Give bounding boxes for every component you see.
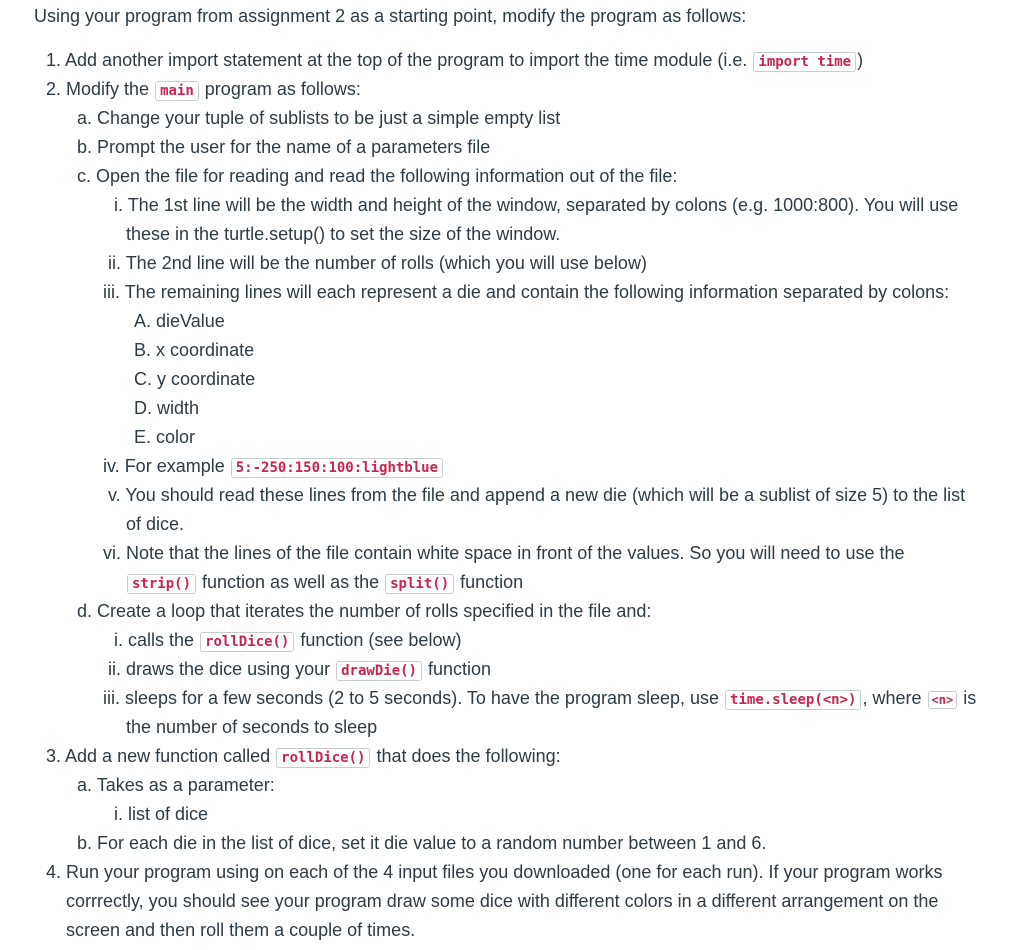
step-2d-ii: ii. draws the dice using your drawDie() function — [108, 659, 492, 679]
field-item: D. width — [134, 398, 200, 418]
step-2d-i: i. calls the rollDice() function (see below) — [114, 630, 462, 650]
step-2d: d. Create a loop that iterates the number of rolls specified in the file and: — [77, 601, 652, 621]
inline-code: drawDie() — [336, 661, 422, 681]
step-marker: 2. — [46, 79, 62, 99]
field-item: C. y coordinate — [134, 369, 256, 389]
step-2c-ii: ii. The 2nd line will be the number of rolls (which you will use below) — [108, 253, 647, 273]
inline-code: time.sleep(<n>) — [725, 690, 861, 710]
inline-code: import time — [753, 52, 856, 72]
step-4-cont: corrrectly, you should see your program draw some dice with different colors in a different arrangement on the — [66, 891, 939, 911]
step-2c-v-cont: of dice. — [126, 514, 185, 534]
step-2d-iii: iii. sleeps for a few seconds (2 to 5 seconds). To have the program sleep, use time.sleep(<n>) , where <n> is — [103, 688, 977, 708]
step-3a-i: i. list of dice — [114, 804, 209, 824]
step-2c-i-cont: these in the turtle.setup() to set the size of the window. — [126, 224, 561, 244]
step-marker: 1. — [46, 50, 62, 70]
step-2c: c. Open the file for reading and read the following information out of the file: — [77, 166, 678, 186]
step-2b: b. Prompt the user for the name of a parameters file — [77, 137, 491, 157]
step-4-cont: screen and then roll them a couple of times. — [66, 920, 416, 940]
inline-code: strip() — [127, 574, 196, 594]
inline-code: split() — [385, 574, 454, 594]
step-2c-vi-cont: strip() function as well as the split() function — [126, 568, 523, 597]
intro-text: Using your program from assignment 2 as a starting point, modify the program as follows: — [34, 6, 747, 26]
step-marker: 4. — [46, 862, 62, 882]
inline-code: 5:-250:150:100:lightblue — [231, 458, 443, 478]
field-item: E. color — [134, 427, 196, 447]
inline-code: rollDice() — [276, 748, 370, 768]
step-2c-iii: iii. The remaining lines will each represent a die and contain the following information separated by colons: — [103, 282, 950, 302]
step-2: 2. Modify the main program as follows: — [46, 79, 361, 99]
step-3b: b. For each die in the list of dice, set it die value to a random number between 1 and 6. — [77, 833, 767, 853]
field-item: B. x coordinate — [134, 340, 255, 360]
step-2c-vi: vi. Note that the lines of the file contain white space in front of the values. So you will need to use the — [103, 543, 905, 563]
step-2c-i: i. The 1st line will be the width and height of the window, separated by colons (e.g. 1000:800). You will use — [114, 195, 959, 215]
step-2c-v: v. You should read these lines from the file and append a new die (which will be a sublist of size 5) to the list — [108, 485, 966, 505]
step-1: 1. Add another import statement at the top of the program to import the time module (i.e. import time ) — [46, 50, 864, 70]
inline-code: main — [155, 81, 199, 101]
step-2d-iii-cont: the number of seconds to sleep — [126, 717, 378, 737]
step-marker: 3. — [46, 746, 62, 766]
inline-code: rollDice() — [200, 632, 294, 652]
step-3a: a. Takes as a parameter: — [77, 775, 275, 795]
step-2a: a. Change your tuple of sublists to be just a simple empty list — [77, 108, 561, 128]
step-3: 3. Add a new function called rollDice() that does the following: — [46, 746, 561, 766]
field-item: A. dieValue — [134, 311, 225, 331]
step-2c-iv: iv. For example 5:-250:150:100:lightblue — [103, 452, 444, 481]
inline-code: <n> — [928, 691, 958, 709]
step-4: 4. Run your program using on each of the 4 input files you downloaded (one for each run). If your program works — [46, 862, 943, 882]
